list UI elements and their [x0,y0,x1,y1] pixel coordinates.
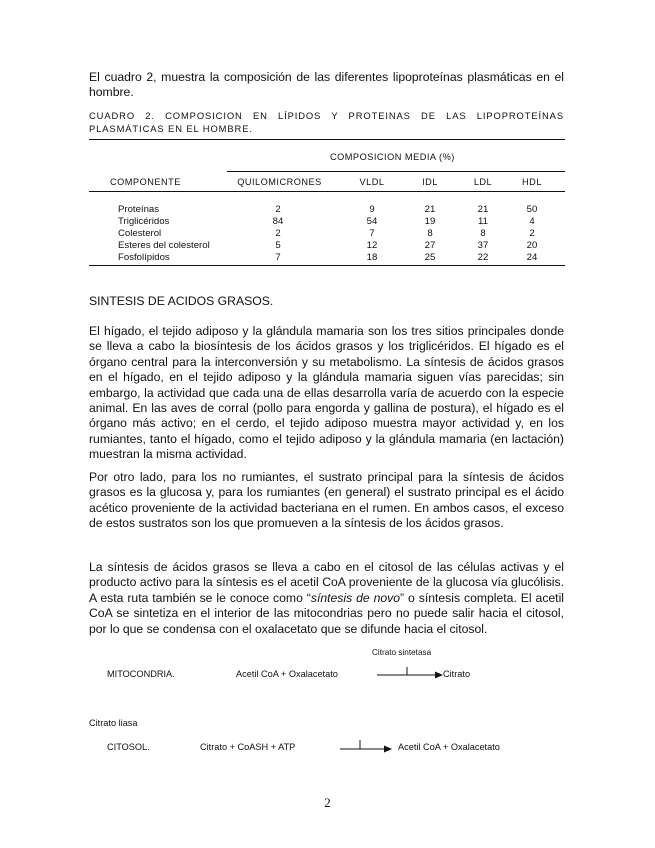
table-group-rule [227,171,565,172]
cell-vldl: 18 [366,252,378,263]
paragraph-text: ” o síntesis completa. El acetil CoA se sintetiza en el interior de las mitocondrias pero no puede salir hacia el citosol, por lo que se condensa con el oxalacetato que se difunde hacia el citosol. [89,590,564,636]
col-header-ldl: LDL [473,177,493,187]
italic-term: síntesis de novo [310,590,401,605]
paragraph-text: La síntesis de ácidos grasos se lleva a cabo en el citosol de las células activas y el producto activo para la síntesis es el acetil CoA proveniente de la glucosa vía glucólisis. A esta ruta también se le conoce como “ [89,560,564,605]
cell-quilomicrones: 2 [275,228,281,239]
cell-vldl: 9 [369,204,375,215]
col-header-idl: IDL [422,177,438,187]
row-name: Proteínas [118,204,160,215]
table-bottom-rule [89,265,565,266]
cell-idl: 25 [424,252,436,263]
cell-quilomicrones: 7 [275,252,281,263]
cell-hdl: 24 [526,252,538,263]
cell-ldl: 37 [477,240,489,251]
table-header-rule [89,191,565,192]
reaction1-reactants: Acetil CoA + Oxalacetato [236,669,338,679]
cell-ldl: 21 [477,204,489,215]
body-paragraph [89,560,564,637]
enzyme-label-citrato-sintetasa: Citrato sintetasa [372,648,432,657]
cell-quilomicrones: 84 [272,216,284,227]
cell-vldl: 7 [369,228,375,239]
cell-quilomicrones: 2 [275,204,281,215]
body-paragraph: Por otro lado, para los no rumiantes, el sustrato principal para la síntesis de ácidos grasos es la glucosa y, para los rumiantes (en general) el sustrato principal es el ácido acético proveniente de la actividad bacteriana en el rumen. En ambos casos, el exceso de estos sustratos son los que promueven a la síntesis de los ácidos grasos. [89,470,564,531]
cell-ldl: 8 [480,228,486,239]
intro-paragraph: El cuadro 2, muestra la composición de las diferentes lipoproteínas plasmáticas en el hombre. [89,70,564,100]
col-header-quilomicrones: QUILOMICRONES [237,177,322,187]
enzyme-label-citrato-liasa: Citrato liasa [89,718,138,728]
reaction-arrow-icon [340,738,392,754]
cell-idl: 21 [424,204,436,215]
cell-quilomicrones: 5 [275,240,281,251]
reaction2-reactants: Citrato + CoASH + ATP [200,742,296,752]
body-paragraph: El hígado, el tejido adiposo y la glándula mamaria son los tres sitios principales donde se lleva a cabo la biosíntesis de los ácidos grasos y los triglicéridos. El hígado es el órgano central para la interconversión y su metabolismo. La síntesis de ácidos grasos en el hígado, en el tejido adiposo y la glándula mamaria siguen vías parecidas; sin embargo, la actividad que cada una de ellas desarrolla varía de acuerdo con la especie animal. En las aves de corral (pollo para engorda y gallina de postura), el hígado es el órgano más activo; en el cerdo, el tejido adiposo muestra mayor actividad y, en los rumiantes, tanto el hígado, como el tejido adiposo y la glándula mamaria (en lactación) muestran la misma actividad. [89,324,564,462]
reaction-arrow-icon [377,664,443,680]
location-mitocondria: MITOCONDRIA. [107,669,175,679]
col-header-vldl: VLDL [359,177,385,187]
cell-hdl: 2 [529,228,535,239]
row-name: Fosfolípidos [118,252,170,263]
cell-idl: 8 [427,228,433,239]
table-group-header: COMPOSICION MEDIA (%) [330,152,455,162]
table-top-rule [89,139,565,140]
cell-vldl: 54 [366,216,378,227]
reaction1-product: Citrato [443,669,471,679]
cell-ldl: 22 [477,252,489,263]
location-citosol: CITOSOL. [107,742,150,752]
cell-vldl: 12 [366,240,378,251]
page-number: 2 [324,795,331,810]
cell-idl: 27 [424,240,436,251]
cell-hdl: 50 [526,204,538,215]
cell-idl: 19 [424,216,436,227]
cell-hdl: 20 [526,240,538,251]
row-name: Esteres del colesterol [118,240,210,251]
col-header-component: COMPONENTE [110,177,181,187]
table-caption: CUADRO 2. COMPOSICION EN LÍPIDOS Y PROTEINAS DE LAS LIPOPROTEÍNAS PLASMÁTICAS EN EL HOMBRE. [89,110,564,134]
cell-ldl: 11 [478,216,488,227]
row-name: Colesterol [118,228,162,239]
cell-hdl: 4 [529,216,535,227]
reaction2-products: Acetil CoA + Oxalacetato [398,742,500,752]
section-title: SINTESIS DE ACIDOS GRASOS. [89,294,274,308]
row-name: Triglicéridos [118,216,170,227]
col-header-hdl: HDL [522,177,542,187]
